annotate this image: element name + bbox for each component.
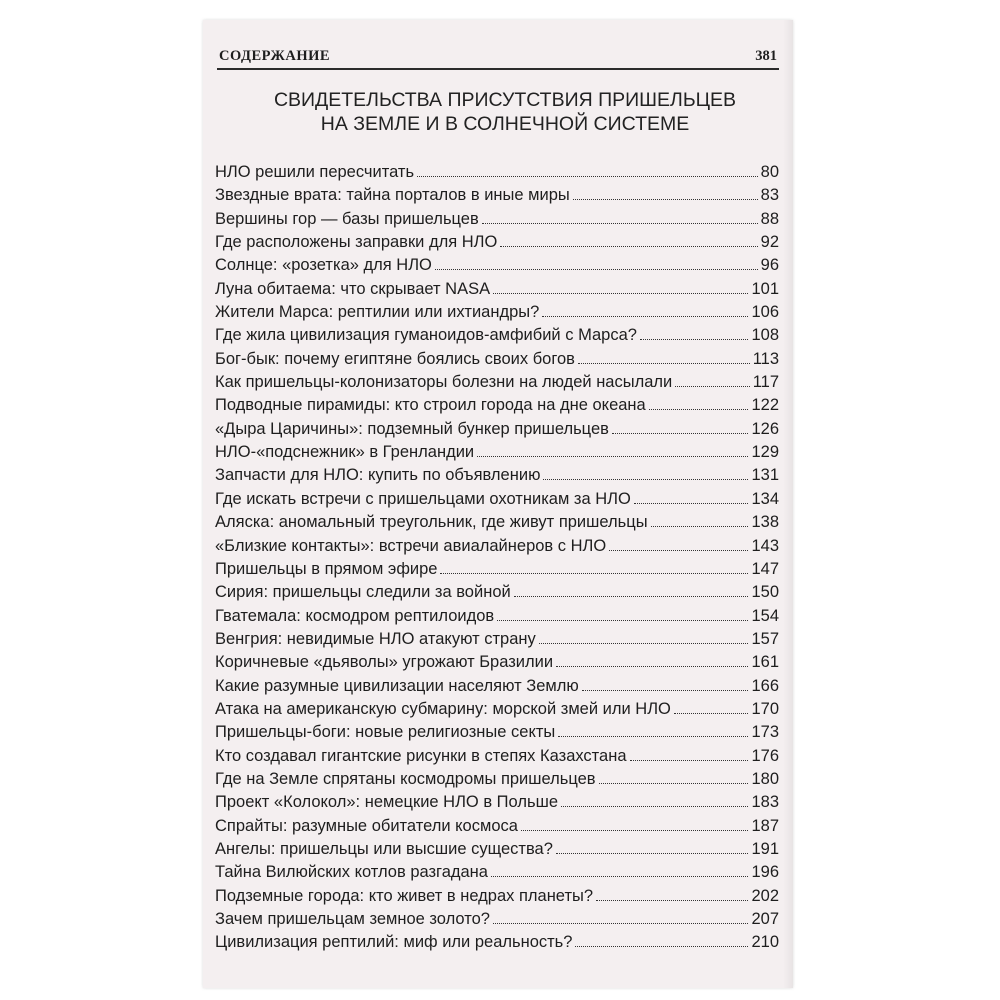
toc-entry	[215, 768, 779, 791]
toc-entry	[215, 535, 779, 558]
dot-leader	[543, 478, 748, 480]
toc-entry-page: 183	[751, 793, 779, 812]
dot-leader	[575, 945, 748, 947]
toc-entry-title: Луна обитаема: что скрывает NASA	[215, 279, 491, 298]
toc-entry-title: Венгрия: невидимые НЛО атакуют страну	[215, 629, 536, 648]
toc-entry-title: НЛО решили пересчитать	[215, 163, 415, 181]
dot-leader	[612, 432, 749, 434]
toc-entry-title: Коричневые «дьяволы» угрожают Бразилии	[215, 653, 554, 672]
dot-leader	[539, 642, 749, 644]
toc-entry-page: 80	[760, 163, 779, 181]
toc-entry-title: Ангелы: пришельцы или высшие существа?	[215, 839, 553, 858]
toc-entry-title: Бог-бык: почему египтяне боялись своих богов	[215, 349, 575, 368]
toc-entry	[215, 464, 779, 487]
dot-leader	[556, 665, 748, 667]
toc-entry-page: 122	[751, 396, 779, 415]
toc-entry-page: 143	[751, 536, 779, 555]
dot-leader	[609, 549, 748, 551]
section-title	[243, 88, 767, 136]
toc-entry-title: Где искать встречи с пришельцами охотникам за НЛО	[215, 489, 631, 508]
toc-entry-page: 207	[751, 910, 779, 928]
toc-entry-page: 187	[751, 816, 779, 835]
section-title-line-1: СВИДЕТЕЛЬСТВА ПРИСУТСТВИЯ ПРИШЕЛЬЦЕВ	[273, 89, 737, 111]
page-number: 381	[755, 48, 777, 64]
toc-entry-page: 180	[751, 769, 779, 788]
dot-leader	[634, 502, 749, 504]
toc-entry-page: 134	[751, 489, 779, 508]
toc-entry-page: 170	[751, 699, 779, 718]
dot-leader	[596, 899, 748, 901]
dot-leader	[514, 595, 749, 597]
dot-leader	[521, 829, 749, 831]
toc-entry-title: Вершины гор — базы пришельцев	[215, 209, 479, 228]
toc-entry	[215, 441, 779, 464]
toc-entry	[215, 628, 779, 651]
toc-entry-page: 210	[751, 933, 779, 952]
toc-entry-page: 191	[751, 839, 779, 858]
toc-entry-page: 117	[752, 373, 779, 392]
dot-leader	[640, 338, 749, 340]
toc-entry-title: Атака на американскую субмарину: морской змей или НЛО	[215, 699, 671, 718]
toc-entry	[215, 698, 779, 721]
toc-entry-title: Гватемала: космодром рептилоидов	[215, 606, 495, 625]
toc-entry-title: Какие разумные цивилизации населяют Землю	[215, 676, 579, 695]
toc-entry-title: Зачем пришельцам земное золото?	[215, 910, 490, 928]
toc-entry-title: Подводные пирамиды: кто строил города на дне океана	[215, 396, 646, 415]
dot-leader	[435, 268, 758, 270]
dot-leader	[558, 735, 748, 737]
dot-leader	[649, 408, 749, 410]
toc-entry-title: Звездные врата: тайна порталов в иные миры	[215, 186, 570, 205]
running-head: СОДЕРЖАНИЕ	[219, 48, 331, 64]
dot-leader	[500, 245, 757, 247]
dot-leader	[561, 805, 748, 807]
dot-leader	[582, 689, 749, 691]
toc-entry	[215, 278, 779, 301]
dot-leader	[440, 572, 748, 574]
toc-entry-title: Спрайты: разумные обитатели космоса	[215, 816, 518, 835]
toc-entry-page: 131	[751, 466, 779, 485]
toc-entry-title: Как пришельцы-колонизаторы болезни на людей насылали	[215, 373, 673, 392]
toc-entry	[215, 324, 779, 347]
toc-entry-title: Где жила цивилизация гуманоидов-амфибий с Марса?	[215, 326, 637, 345]
toc-entry-page: 154	[751, 606, 779, 625]
toc-entry	[215, 908, 779, 931]
toc-entry-page: 106	[751, 303, 779, 322]
toc-entry-page: 202	[751, 886, 779, 905]
toc-entry	[215, 371, 779, 394]
toc-entry-page: 166	[751, 676, 779, 695]
dot-leader	[599, 782, 749, 784]
toc-entry-page: 88	[760, 209, 779, 228]
dot-leader	[651, 525, 749, 527]
toc-entry-page: 147	[751, 559, 779, 578]
toc-entry	[215, 558, 779, 581]
toc-entry	[215, 651, 779, 674]
toc-entry	[215, 301, 779, 324]
toc-entry-title: Пришельцы-боги: новые религиозные секты	[215, 723, 556, 742]
toc-entry	[215, 394, 779, 417]
toc-entry	[215, 605, 779, 628]
dot-leader	[573, 198, 758, 200]
table-of-contents	[215, 161, 779, 955]
toc-entry-page: 108	[751, 326, 779, 345]
toc-entry-title: Кто создавал гигантские рисунки в степях Казахстана	[215, 746, 627, 765]
toc-entry-page: 83	[760, 186, 779, 205]
toc-entry	[215, 208, 779, 231]
toc-entry-title: Запчасти для НЛО: купить по объявлению	[215, 466, 541, 485]
toc-entry-title: Подземные города: кто живет в недрах планеты?	[215, 886, 594, 905]
toc-entry-page: 126	[751, 419, 779, 438]
dot-leader	[493, 922, 749, 924]
toc-entry-page: 161	[751, 653, 779, 672]
toc-entry-page: 96	[760, 256, 779, 275]
toc-entry	[215, 838, 779, 861]
page-header	[217, 44, 779, 70]
toc-entry	[215, 721, 779, 744]
toc-entry-title: Тайна Вилюйских котлов разгадана	[215, 863, 488, 882]
toc-entry-title: Пришельцы в прямом эфире	[215, 559, 438, 578]
toc-entry	[215, 348, 779, 371]
toc-entry-title: Где на Земле спрятаны космодромы пришельцев	[215, 769, 596, 788]
section-title-line-2: НА ЗЕМЛЕ И В СОЛНЕЧНОЙ СИСТЕМЕ	[320, 113, 690, 135]
toc-entry-page: 129	[751, 443, 779, 462]
toc-entry-page: 138	[751, 513, 779, 532]
dot-leader	[491, 875, 748, 877]
toc-entry-title: Жители Марса: рептилии или ихтиандры?	[215, 303, 540, 322]
toc-entry	[215, 861, 779, 884]
toc-entry-page: 176	[751, 746, 779, 765]
toc-entry	[215, 231, 779, 254]
toc-entry-title: НЛО-«подснежник» в Гренландии	[215, 443, 475, 462]
dot-leader	[542, 315, 748, 317]
toc-entry-page: 150	[751, 583, 779, 602]
toc-entry	[215, 885, 779, 908]
dot-leader	[675, 385, 749, 387]
book-page	[203, 20, 793, 988]
toc-entry	[215, 254, 779, 277]
toc-entry-page: 113	[752, 349, 779, 368]
dot-leader	[477, 455, 748, 457]
toc-entry	[215, 184, 779, 207]
dot-leader	[578, 362, 750, 364]
dot-leader	[493, 292, 748, 294]
toc-entry	[215, 418, 779, 441]
toc-entry-page: 92	[760, 233, 779, 252]
toc-entry	[215, 511, 779, 534]
toc-entry	[215, 581, 779, 604]
toc-entry	[215, 815, 779, 838]
toc-entry-title: Проект «Колокол»: немецкие НЛО в Польше	[215, 793, 558, 812]
toc-entry-title: Аляска: аномальный треугольник, где живут пришельцы	[215, 513, 648, 532]
toc-entry	[215, 675, 779, 698]
dot-leader	[674, 712, 749, 714]
toc-entry-title: Где расположены заправки для НЛО	[215, 233, 498, 252]
toc-entry-title: «Дыра Царичины»: подземный бункер пришельцев	[215, 419, 609, 438]
toc-entry	[215, 791, 779, 814]
toc-entry-title: «Близкие контакты»: встречи авиалайнеров с НЛО	[215, 536, 607, 555]
toc-entry-title: Цивилизация рептилий: миф или реальность?	[215, 933, 573, 952]
dot-leader	[417, 175, 758, 177]
toc-entry-page: 101	[751, 279, 779, 298]
toc-entry	[215, 488, 779, 511]
dot-leader	[630, 759, 749, 761]
toc-entry-title: Сирия: пришельцы следили за войной	[215, 583, 511, 602]
toc-entry	[215, 931, 779, 954]
toc-entry	[215, 745, 779, 768]
toc-entry-page: 196	[751, 863, 779, 882]
dot-leader	[482, 222, 758, 224]
toc-entry-page: 157	[751, 629, 779, 648]
toc-entry-page: 173	[751, 723, 779, 742]
dot-leader	[497, 619, 748, 621]
toc-entry	[215, 161, 779, 184]
dot-leader	[556, 852, 749, 854]
toc-entry-title: Солнце: «розетка» для НЛО	[215, 256, 432, 275]
